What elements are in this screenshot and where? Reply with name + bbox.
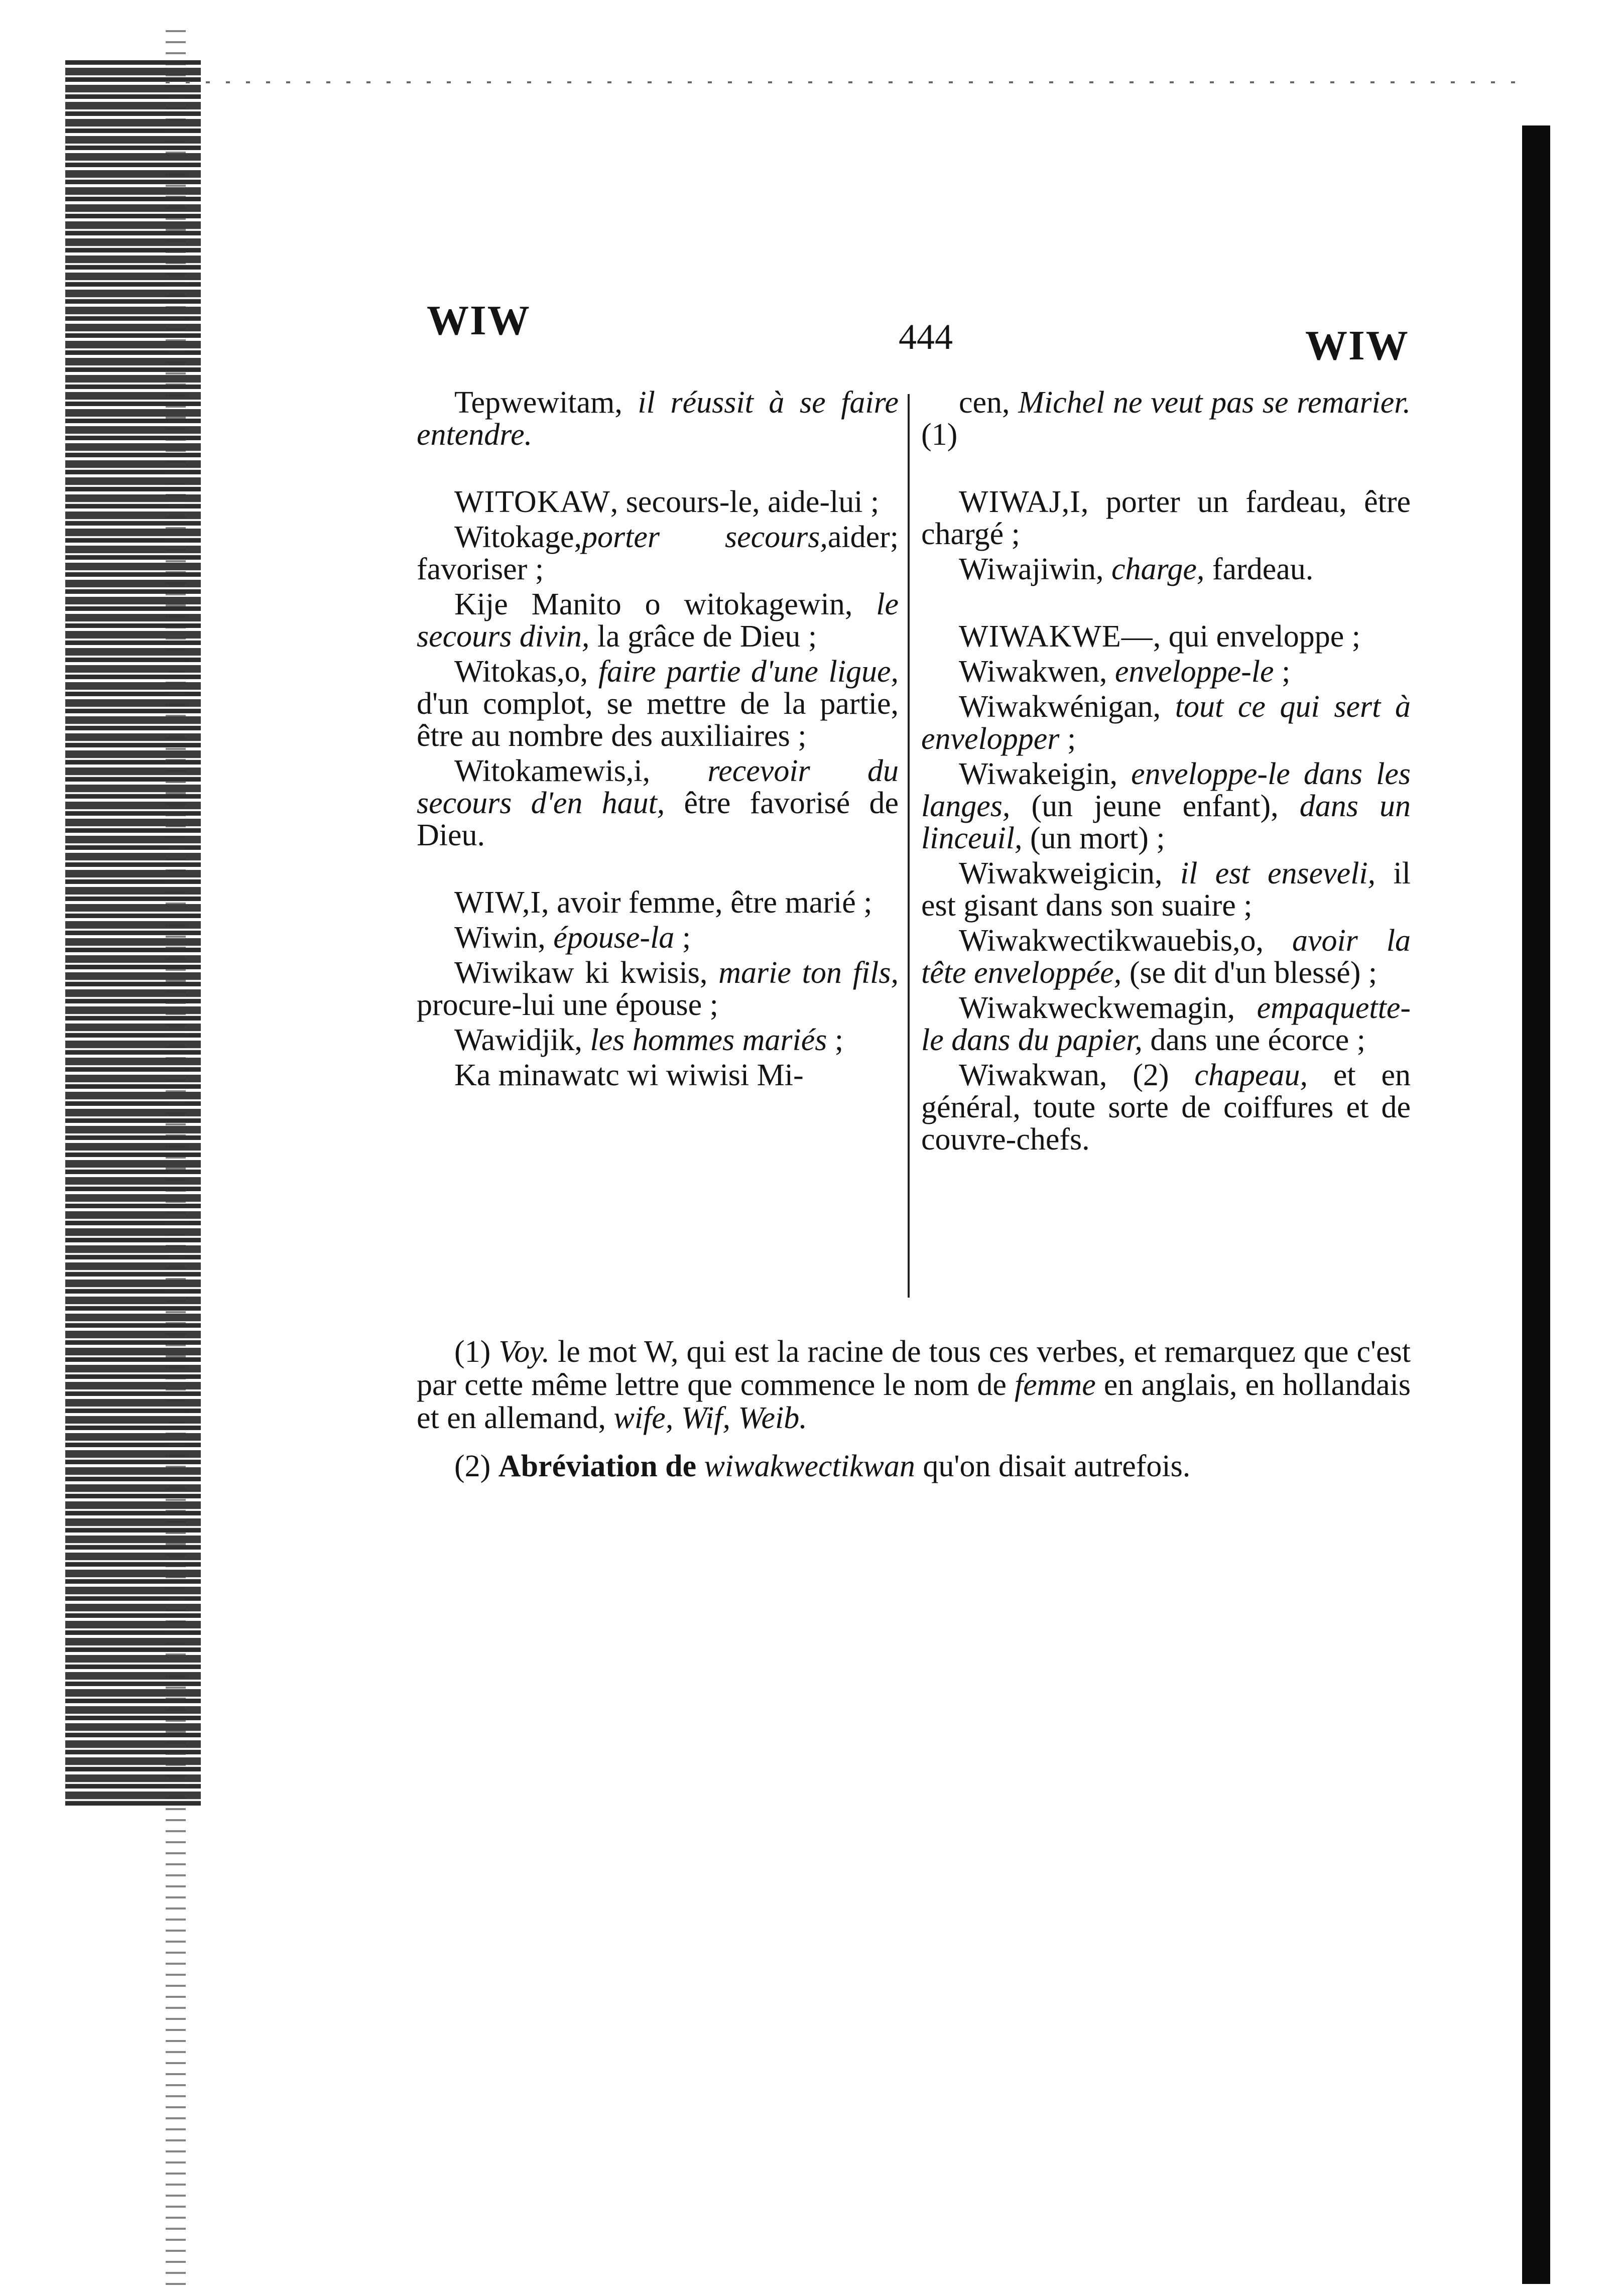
dictionary-subentry — [921, 691, 1411, 755]
footnote-italic: Voy. — [498, 1335, 550, 1369]
dictionary-subentry — [921, 387, 1411, 451]
subentry-word: Wawidjik, — [454, 1023, 590, 1057]
subentry-word: Wiwikaw ki kwisis, — [454, 956, 719, 990]
entry-gloss: enveloppe-le — [1114, 655, 1274, 689]
entry-gloss: dans un linceuil, — [921, 789, 1411, 855]
entry-text: fardeau. — [1204, 552, 1314, 586]
subentry-word: Wiwakwen, — [959, 655, 1115, 689]
right-column — [921, 387, 1411, 1159]
entry-gloss: les hommes mariés — [590, 1023, 827, 1057]
dictionary-subentry — [417, 387, 899, 451]
footnote-mark: (2) — [454, 1449, 498, 1483]
column-divider — [908, 394, 910, 1298]
headword: WIWAKWE— — [959, 619, 1153, 654]
subentry-word: Wiwakweckwemagin, — [959, 991, 1257, 1025]
entry-text: cen, — [959, 386, 1019, 420]
entry-text: d'un complot, se mettre de la partie, être au nombre des auxiliaires ; — [417, 687, 899, 753]
subentry-word: Wiwin, — [454, 921, 554, 955]
dictionary-subentry — [417, 521, 899, 585]
dictionary-subentry — [417, 1024, 899, 1056]
footnote-text: Abréviation de — [498, 1449, 704, 1483]
entry-gloss: charge, — [1111, 552, 1205, 586]
entry-text: (1) — [921, 418, 958, 452]
footnote — [417, 1335, 1411, 1435]
running-head-left: WIW — [427, 297, 531, 344]
entry-gloss: marie ton fils, — [718, 956, 899, 990]
dictionary-subentry — [921, 656, 1411, 688]
entry-text: ; — [1059, 722, 1076, 756]
entry-gloss: le secours divin, — [417, 587, 899, 654]
entry-text: (se dit d'un blessé) ; — [1121, 956, 1378, 990]
footnote-italic: femme — [1015, 1368, 1096, 1402]
dictionary-subentry — [417, 922, 899, 954]
entry-text: , secours-le, aide-lui ; — [610, 485, 880, 519]
entry-text: il est gisant dans son suaire ; — [921, 856, 1411, 923]
dictionary-headword-entry — [417, 486, 899, 518]
left-column — [417, 387, 899, 1094]
dictionary-subentry — [417, 1059, 899, 1091]
dictionary-subentry — [921, 553, 1411, 585]
entry-gloss: enveloppe-le dans les langes, — [921, 757, 1411, 823]
dictionary-headword-entry — [921, 620, 1411, 653]
entry-text: , porter un fardeau, être chargé ; — [921, 485, 1411, 551]
dictionary-subentry — [921, 857, 1411, 922]
dictionary-headword-entry — [417, 886, 899, 919]
subentry-word: Witokas,o, — [454, 655, 598, 689]
footnote-text: le mot W, qui est la racine de tous ces verbes, et remarquez que c'est par cette même lettre que commence le nom de — [417, 1335, 1411, 1402]
subentry-word: Wiwakwectikwauebis,o, — [959, 924, 1292, 958]
entry-text: et en général, toute sorte de coiffures et de couvre-chefs. — [921, 1058, 1411, 1157]
dictionary-subentry — [921, 758, 1411, 854]
dictionary-subentry — [417, 656, 899, 752]
entry-text: (un jeune enfant), — [1010, 789, 1300, 823]
entry-gloss: épouse-la — [553, 921, 675, 955]
footnote-text: qu'on disait autrefois. — [915, 1449, 1191, 1483]
dictionary-subentry — [417, 588, 899, 653]
entry-text: , qui enveloppe ; — [1153, 619, 1360, 654]
page-number: 444 — [899, 317, 953, 357]
entry-gloss: porter secours, — [582, 520, 828, 554]
footnote — [417, 1450, 1411, 1483]
dictionary-subentry — [417, 957, 899, 1021]
entry-text: ; — [1274, 655, 1291, 689]
entry-text: (2) — [1133, 1058, 1195, 1092]
subentry-word: Ka minawatc wi wiwisi Mi- — [454, 1058, 804, 1092]
dictionary-subentry — [921, 925, 1411, 989]
dictionary-subentry — [417, 755, 899, 851]
entry-text: Tepwewitam, — [454, 386, 638, 420]
running-head-right: WIW — [1305, 322, 1409, 369]
headword: WIW,I — [454, 885, 542, 920]
dictionary-headword-entry — [921, 486, 1411, 550]
headword: WIWAJ,I — [959, 485, 1081, 519]
entry-text: dans une écorce ; — [1142, 1023, 1365, 1057]
entry-text: aider; favoriser ; — [417, 520, 899, 586]
entry-text: procure-lui une épouse ; — [417, 988, 718, 1022]
subentry-word: Wiwajiwin, — [959, 552, 1112, 586]
subentry-word: Wiwakwénigan, — [959, 690, 1175, 724]
entry-text: ; — [674, 921, 691, 955]
entry-text: , avoir femme, être marié ; — [541, 885, 872, 920]
footnote-text: en anglais, en hollandais et en allemand, — [417, 1368, 1411, 1435]
subentry-word: Wiwakeigin, — [959, 757, 1132, 791]
dictionary-subentry — [921, 1059, 1411, 1156]
entry-gloss: tout ce qui sert à envelopper — [921, 690, 1411, 756]
subentry-word: Wiwakwan, — [959, 1058, 1133, 1092]
subentry-word: Kije Manito o witokagewin, — [454, 587, 877, 621]
entry-gloss: faire partie d'une ligue, — [598, 655, 899, 689]
entry-gloss: il réussit à se faire entendre. — [417, 386, 899, 452]
footnotes — [417, 1335, 1411, 1498]
entry-text: ; — [827, 1023, 844, 1057]
entry-gloss: il est enseveli, — [1180, 856, 1376, 890]
footnote-italic: wiwakwectikwan — [704, 1449, 915, 1483]
footnote-mark: (1) — [454, 1335, 499, 1369]
entry-gloss: recevoir du secours d'en haut, — [417, 754, 899, 820]
entry-gloss: avoir la tête enveloppée, — [921, 924, 1411, 990]
subentry-word: Witokage, — [454, 520, 582, 554]
footnote-italic: wife, Wif, Weib. — [613, 1401, 807, 1435]
entry-text: être favorisé de Dieu. — [417, 786, 899, 852]
entry-text: la grâce de Dieu ; — [589, 619, 817, 654]
entry-gloss: chapeau, — [1194, 1058, 1308, 1092]
subentry-word: Witokamewis,i, — [454, 754, 708, 788]
dictionary-subentry — [921, 992, 1411, 1056]
headword: WITOKAW — [454, 485, 610, 519]
subentry-word: Wiwakweigicin, — [959, 856, 1180, 890]
entry-text: (un mort) ; — [1022, 821, 1165, 855]
entry-gloss: empaquette-le dans du papier, — [921, 991, 1411, 1057]
entry-gloss: Michel ne veut pas se remarier. — [1018, 386, 1411, 420]
